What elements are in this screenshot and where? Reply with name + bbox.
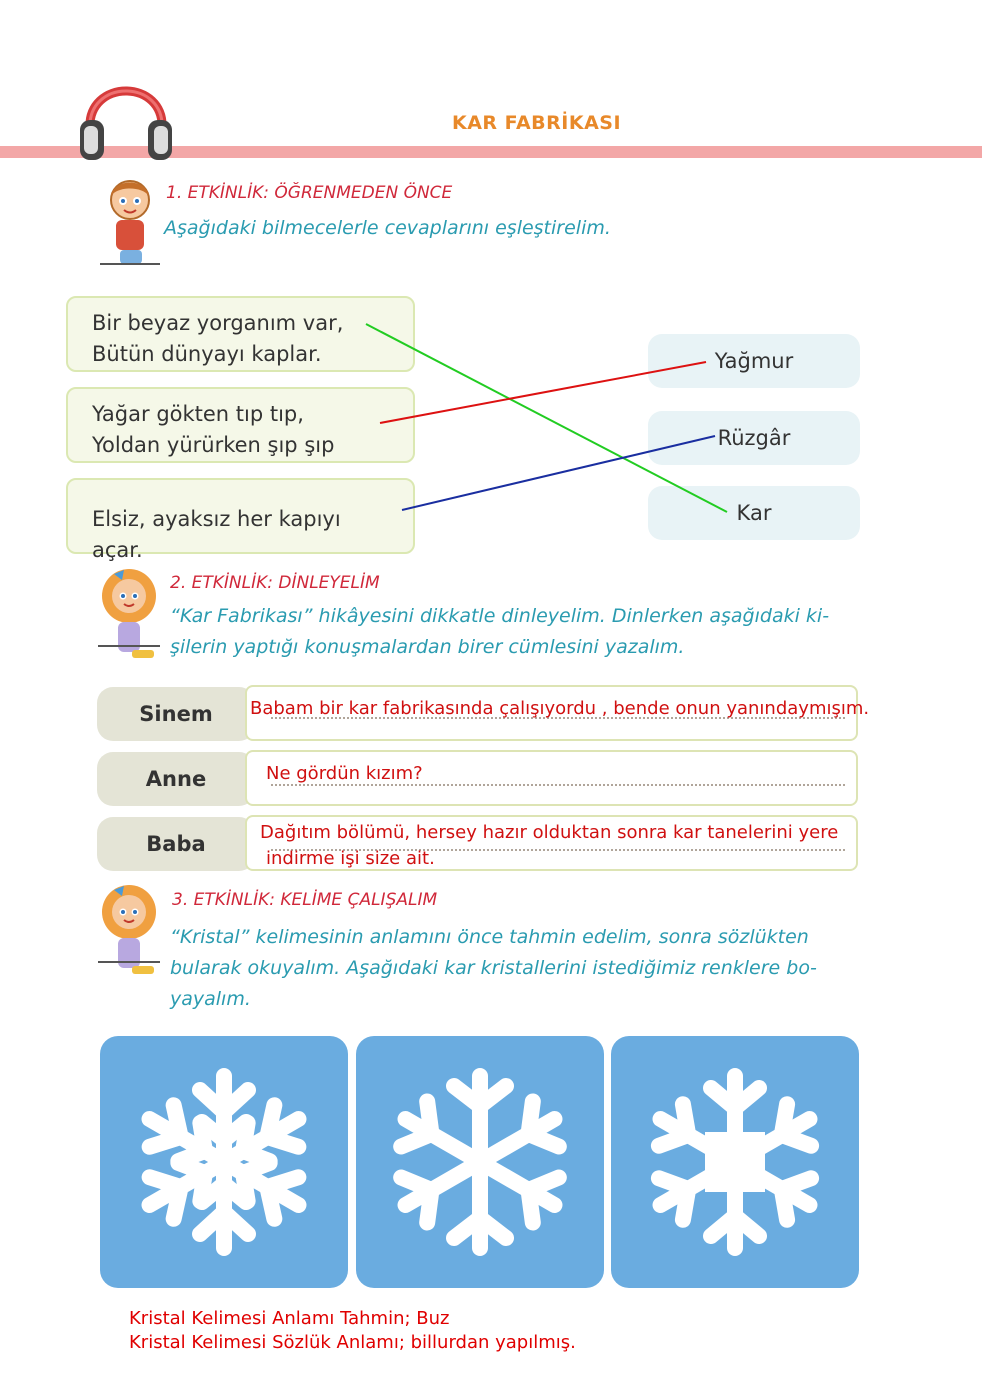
activity2-title: 2. ETKİNLİK: DİNLEYELİM	[170, 573, 380, 593]
dotted-line	[271, 784, 845, 786]
match-line-riddle1	[366, 324, 727, 512]
kristal-dictionary-note: Kristal Kelimesi Sözlük Anlamı; billurdan yapılmış.	[129, 1332, 576, 1353]
snowflake-icon	[100, 1036, 348, 1288]
activity3-title: 3. ETKİNLİK: KELİME ÇALIŞALIM	[172, 890, 438, 910]
girl-character-icon	[98, 566, 160, 674]
snowflake-tile-2[interactable]	[356, 1036, 604, 1288]
snowflake-icon	[356, 1036, 604, 1288]
activity1-instruction: Aşağıdaki bilmecelerle cevaplarını eşleştirelim.	[164, 217, 611, 239]
name-tab-sinem: Sinem	[97, 687, 255, 741]
match-line-riddle2	[380, 362, 706, 423]
answer-kar: Kar	[648, 486, 860, 540]
snowflake-tile-1[interactable]	[100, 1036, 348, 1288]
name-tab-baba: Baba	[97, 817, 255, 871]
written-answer-sinem[interactable]: Babam bir kar fabrikasında çalışıyordu , bende onun yanındaymışım.	[250, 698, 870, 719]
snowflake-tile-3[interactable]	[611, 1036, 859, 1288]
riddle-3-line1: Elsiz, ayaksız her kapıyı açar.	[92, 507, 341, 562]
answer-yagmur: Yağmur	[648, 334, 860, 388]
riddle-1-line2: Bütün dünyayı kaplar.	[92, 342, 322, 366]
riddle-1-line1: Bir beyaz yorganım var,	[92, 311, 344, 335]
activity2-instruction-line1: “Kar Fabrikası” hikâyesini dikkatle dinleyelim. Dinlerken aşağıdaki ki-	[170, 605, 830, 627]
activity1-title: 1. ETKİNLİK: ÖĞRENMEDEN ÖNCE	[166, 183, 453, 203]
name-tab-anne: Anne	[97, 752, 255, 806]
kristal-guess-note: Kristal Kelimesi Anlamı Tahmin; Buz	[129, 1308, 450, 1329]
written-answer-baba-line1[interactable]: Dağıtım bölümü, hersey hazır olduktan sonra kar tanelerini yere	[260, 822, 839, 843]
written-answer-baba-line2[interactable]: indirme işi size ait.	[266, 848, 435, 869]
page-title: KAR FABRİKASI	[452, 112, 622, 134]
activity3-instruction-line3: yayalım.	[170, 988, 251, 1010]
snowflake-icon	[611, 1036, 859, 1288]
activity3-instruction-line2: bularak okuyalım. Aşağıdaki kar kristallerini istediğimiz renklere bo-	[170, 957, 817, 979]
riddle-2-line2: Yoldan yürürken şıp şıp	[92, 433, 335, 457]
written-answer-anne[interactable]: Ne gördün kızım?	[266, 763, 423, 784]
activity2-instruction-line2: şilerin yaptığı konuşmalardan birer cümlesini yazalım.	[170, 636, 685, 658]
match-line-riddle3	[402, 436, 715, 510]
riddle-2-line1: Yağar gökten tıp tıp,	[92, 402, 304, 426]
matching-lines	[0, 0, 982, 600]
girl-character-icon	[98, 882, 160, 990]
answer-ruzgar: Rüzgâr	[648, 411, 860, 465]
activity3-instruction-line1: “Kristal” kelimesinin anlamını önce tahmin edelim, sonra sözlükten	[170, 926, 809, 948]
